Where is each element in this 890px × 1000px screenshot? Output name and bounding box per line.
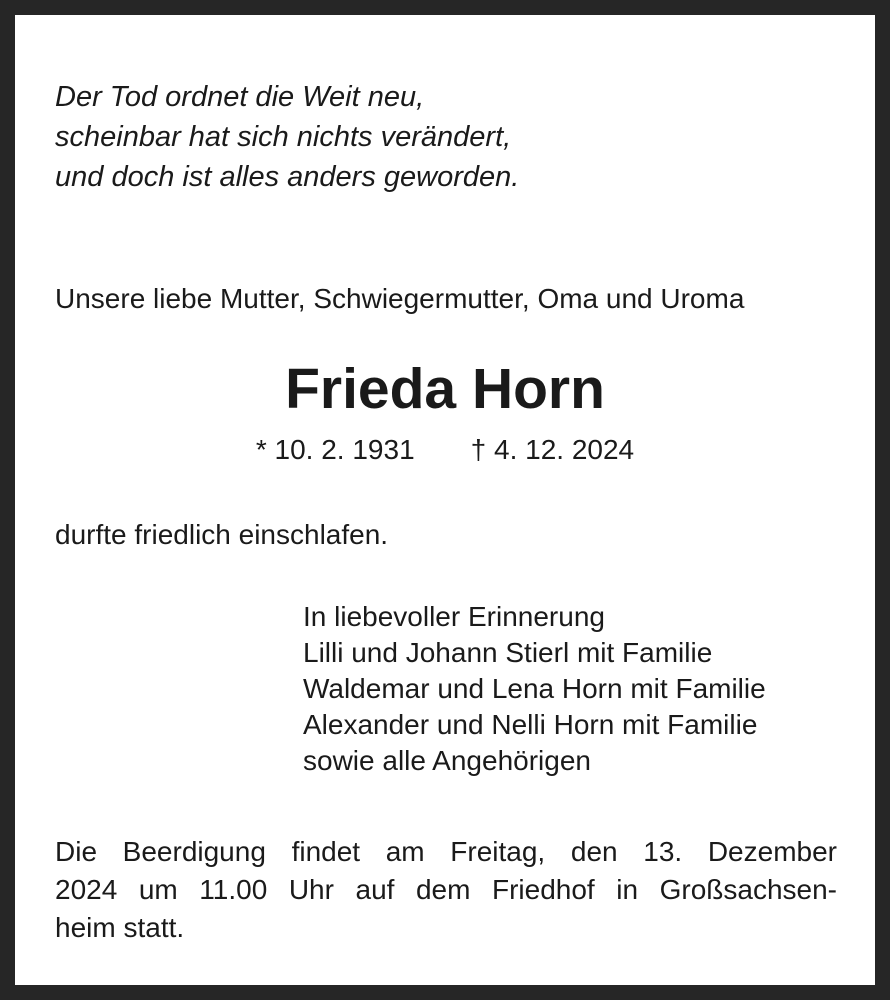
funeral-info — [55, 833, 837, 947]
funeral-line: Die Beerdigung findet am Freitag, den 13. Dezember — [55, 836, 837, 867]
quote-line: Der Tod ordnet die Weit neu, — [55, 81, 425, 113]
mourner-line: Alexander und Nelli Horn mit Familie — [303, 709, 758, 740]
mourner-line: Waldemar und Lena Horn mit Familie — [303, 673, 766, 704]
mourner-line: sowie alle Angehörigen — [303, 745, 591, 776]
death-date: † 4. 12. 2024 — [470, 434, 635, 465]
life-dates — [15, 430, 875, 470]
mourner-line: In liebevoller Erinnerung — [303, 601, 605, 632]
deceased-name: Frieda Horn — [285, 357, 605, 421]
passing-text: durfte friedlich einschlafen. — [55, 519, 389, 550]
birth-date: * 10. 2. 1931 — [255, 434, 415, 465]
quote-line: und doch ist alles anders geworden. — [55, 161, 520, 193]
memorial-quote — [55, 77, 519, 197]
mourner-line: Lilli und Johann Stierl mit Familie — [303, 637, 713, 668]
mourners-list — [303, 599, 766, 779]
quote-line: scheinbar hat sich nichts verändert, — [55, 121, 512, 153]
funeral-line: 2024 um 11.00 Uhr auf dem Friedhof in Großsachsen- — [55, 874, 837, 905]
intro-text: Unsere liebe Mutter, Schwiegermutter, Oma und Uroma — [55, 283, 745, 314]
funeral-line: heim statt. — [55, 912, 185, 943]
